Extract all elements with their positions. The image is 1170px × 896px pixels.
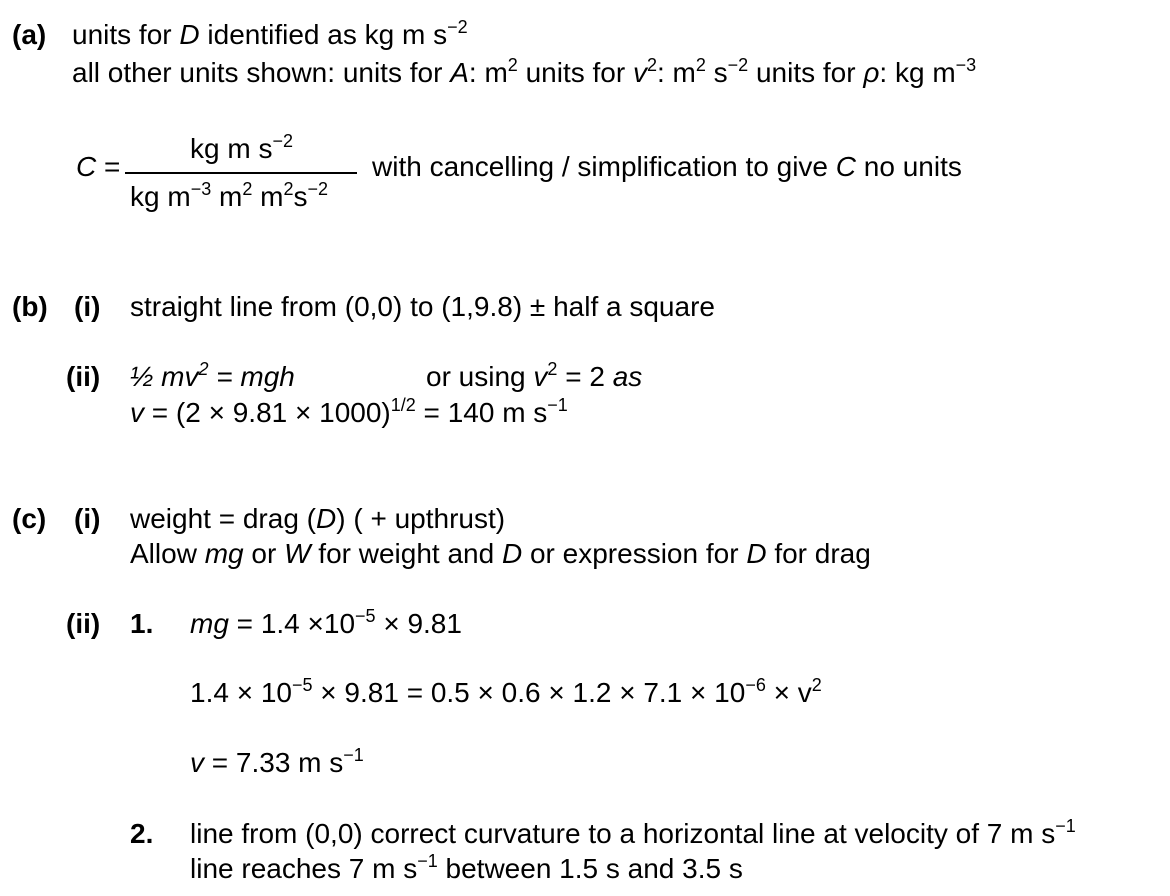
fraction-denominator: kg $m^{-3}$ $m^2$ $m^2s^{-2}$	[130, 179, 328, 212]
fraction-numerator: kg m $s^{-2}$	[190, 131, 293, 164]
part-c-ii-1-label: 1.	[130, 608, 154, 639]
part-b-ii-label: (ii)	[66, 361, 101, 392]
part-c-ii-2-line2: line reaches 7 m $s^{-1}$ between 1.5 s and 3.5 s	[190, 851, 743, 884]
part-c-i-label: (i)	[74, 503, 101, 534]
part-c-ii-1-line1: mg = $1.4 \times 10^{-5} \times 9.81$	[190, 606, 462, 639]
part-b-ii-result: $v = (2 \times 9.81 \times 1000)^{1/2} = 140$ m $s^{-1}$	[130, 395, 568, 428]
part-c-ii-2-line1: line from (0,0) correct curvature to a horizontal line at velocity of 7 m $s^{-1}$	[190, 816, 1076, 849]
part-c-ii-1-line2: $1.4 \times 10^{-5} \times 9.81 = 0.5 \times 0.6 \times 1.2 \times 7.1 \times 10^{-6} \times v^2$	[190, 675, 822, 708]
part-b-i-text: straight line from (0,0) to (1,9.8) ± half a square	[130, 291, 715, 322]
part-c-ii-1-line3: v = 7.33 m $s^{-1}$	[190, 745, 364, 778]
part-c-i-line2: Allow mg or W for weight and D or expression for D for drag	[130, 538, 871, 569]
part-c-label: (c)	[12, 503, 47, 534]
part-c-ii-2-label: 2.	[130, 818, 154, 849]
equation-tail: with cancelling / simplification to give C no units	[372, 151, 962, 182]
part-c-ii-label: (ii)	[66, 608, 101, 639]
part-b-ii-energy-eq: ½ $mv^2$ = mgh	[130, 359, 295, 392]
part-b-i-label: (i)	[74, 291, 101, 322]
part-b-ii-alt: or using $v^2 = 2$ as	[426, 359, 643, 392]
part-b-label: (b)	[12, 291, 48, 322]
part-a-label: (a)	[12, 19, 47, 50]
part-a-line1: units for D identified as kg m $s^{-2}$	[72, 17, 468, 50]
equation-C-lhs: C =	[76, 151, 121, 182]
fraction-bar	[125, 172, 357, 174]
part-a-line2: all other units shown: units for A: $m^2$ units for $v^2$: $m^2$ $s^{-2}$ units for ρ: kg $m^{-3}$	[72, 55, 977, 88]
part-c-i-line1: weight = drag (D) ( + upthrust)	[130, 503, 506, 534]
